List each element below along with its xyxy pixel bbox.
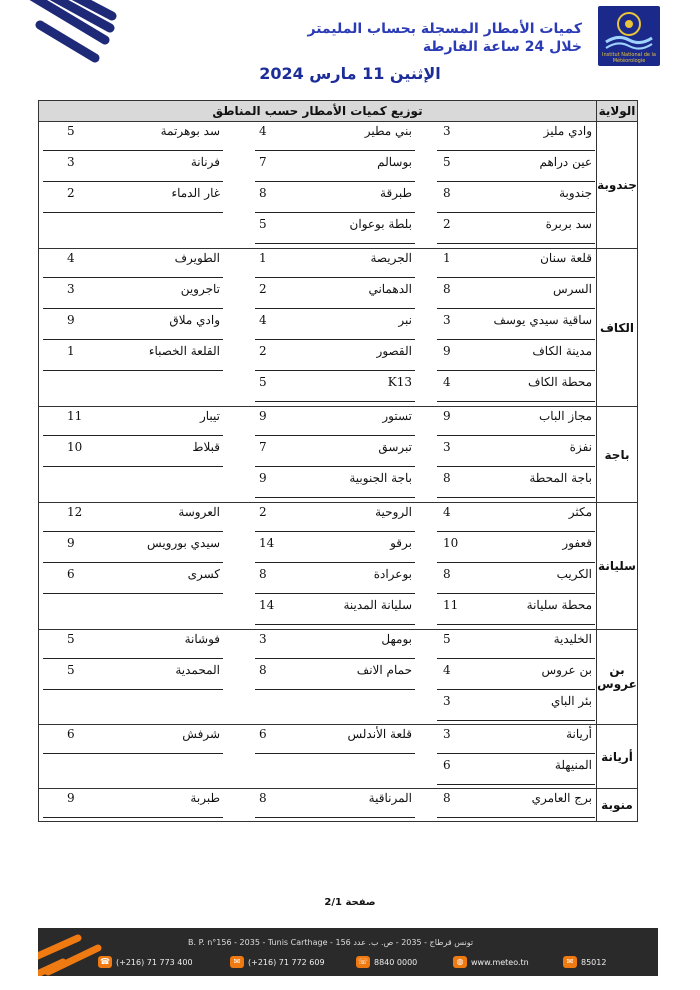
row-underline [43,308,223,309]
row-underline [255,753,415,754]
station-name: كسرى [187,566,220,581]
station-row [39,438,596,469]
station-name: بوسالم [377,155,412,169]
station-name: قلعة سنان [540,250,592,265]
station-name: المرناقية [368,791,412,806]
row-underline [43,181,223,182]
row-underline [437,435,595,436]
rainfall-value: 9 [443,409,451,424]
row-underline [43,593,223,594]
footer-address: B. P. n°156 - 2035 - Tunis Carthage - تونس قرطاج - 2035 - ص. ب. عدد 156 [188,938,474,947]
rainfall-value: 6 [67,566,75,581]
row-underline [43,435,223,436]
station-name: الكريب [556,566,592,581]
governorate-row [39,629,638,725]
row-underline [437,817,595,818]
station-name: بلطة بوعوان [349,217,412,231]
rainfall-value: 4 [443,374,451,389]
rainfall-value: 8 [259,186,267,200]
row-underline [255,658,415,659]
station-name: وادي ملاق [169,312,220,327]
rainfall-value: 9 [259,471,267,486]
station-name: الجريصة [370,250,412,265]
corner-stripes-decoration [0,0,120,70]
rainfall-value: 8 [259,566,267,581]
station-name: قبلاط [192,440,220,455]
stations-cell [39,248,597,406]
footer-green-number-text: 8840 0000 [374,957,418,967]
station-name: حمام الانف [356,662,412,677]
rainfall-value: 4 [67,250,75,265]
station-name: مدينة الكاف [532,343,592,358]
station-name: عين دراهم [539,155,592,169]
station-row [39,215,596,246]
rainfall-value: 4 [259,124,267,138]
row-underline [43,753,223,754]
station-name: الخليدية [553,631,592,646]
footer-phone [98,956,193,968]
station-name: سليانة المدينة [343,597,412,612]
governorate-name: بن عروس [597,629,638,725]
rainfall-value: 3 [443,693,451,708]
rainfall-table [38,100,638,822]
row-underline [43,562,223,563]
station-name: فرنانة [190,155,220,169]
stations-cell [39,122,597,249]
row-underline [255,401,415,402]
row-underline [437,277,595,278]
row-underline [437,370,595,371]
report-title-line1: كميات الأمطار المسجلة بحساب المليمتر [307,21,582,37]
row-underline [437,497,595,498]
station-name: المحمدية [175,662,220,677]
row-underline [437,784,595,785]
footer-sms-text: 85012 [581,957,607,967]
station-name: القصور [376,343,412,358]
row-underline [255,624,415,625]
row-underline [43,277,223,278]
station-name: الدهماني [368,281,412,296]
rainfall-value: 4 [259,312,267,327]
rainfall-value: 4 [443,662,451,677]
governorate-name: سليانة [597,502,638,629]
station-row [39,373,596,404]
row-underline [437,308,595,309]
rainfall-value: 7 [259,440,267,455]
station-name: سد بربرة [545,217,592,231]
row-underline [43,212,223,213]
report-date: الإثنين 11 مارس 2024 [259,64,441,83]
footer-stripes-decoration [38,928,108,976]
governorate-row [39,248,638,406]
governorate-name: جندوبة [597,122,638,249]
station-name: أريانة [566,727,592,742]
report-title-line2: خلال 24 ساعة الفارطة [422,39,582,55]
station-name: محطة سليانة [526,597,592,612]
station-row [39,311,596,342]
stations-cell [39,629,597,725]
rainfall-value: 9 [67,312,75,327]
green-number-icon: ☏ [357,957,368,966]
station-name: باجة الجنوبية [349,471,412,486]
rainfall-value: 8 [443,791,451,806]
rainfall-value: 1 [67,343,75,358]
station-name: ساقية سيدي يوسف [493,312,592,327]
station-row [39,249,596,280]
rainfall-value: 8 [259,791,267,806]
rainfall-value: 5 [259,217,267,231]
footer-phone-text: (+216) 71 773 400 [116,957,193,967]
station-row [39,692,596,723]
row-underline [255,497,415,498]
footer-bar [38,928,658,976]
station-row [39,565,596,596]
rainfall-value: 3 [443,727,451,742]
row-underline [255,308,415,309]
row-underline [43,658,223,659]
rainfall-value: 5 [67,124,75,138]
row-underline [43,689,223,690]
station-row [39,596,596,627]
rainfall-value: 8 [443,566,451,581]
rainfall-value: 8 [443,186,451,200]
row-underline [43,370,223,371]
station-name: نبر [398,312,412,327]
row-underline [43,150,223,151]
station-name: برج العامري [531,791,592,806]
station-name: القلعة الخصباء [148,343,220,358]
station-name: تستور [382,409,412,424]
station-row [39,280,596,311]
rainfall-value: 14 [259,535,275,550]
station-name: سد بوهرتمة [160,124,220,138]
station-row [39,630,596,661]
station-row [39,342,596,373]
station-name: سيدي بورويس [147,535,220,550]
footer-sms [563,956,606,968]
row-underline [437,181,595,182]
station-name: المنيهلة [554,758,592,773]
footer-green-number [356,956,417,968]
rainfall-value: 5 [443,155,451,169]
governorate-row [39,122,638,249]
station-name: جندوبة [559,186,592,200]
page-number: صفحة 2/1 [324,897,376,908]
governorate-name: باجة [597,407,638,503]
station-name: الطويرف [174,250,220,265]
rainfall-value: 3 [443,440,451,455]
row-underline [255,435,415,436]
governorate-name: الكاف [597,248,638,406]
row-underline [437,658,595,659]
station-row [39,534,596,565]
rainfall-value: 9 [443,343,451,358]
governorate-name: منوبة [597,789,638,822]
row-underline [437,401,595,402]
station-name: السرس [553,281,592,296]
row-underline [437,562,595,563]
station-name: بن عروس [541,662,592,677]
row-underline [255,531,415,532]
station-row [39,789,596,820]
station-name: وادي مليز [543,124,592,138]
station-row [39,725,596,756]
rainfall-value: 9 [67,791,75,806]
station-name: نفزة [569,440,592,455]
row-underline [43,339,223,340]
station-row [39,122,596,153]
rainfall-value: 2 [259,281,267,296]
station-name: غار الدماء [171,186,220,200]
station-name: فوشانة [184,631,220,646]
station-row [39,503,596,534]
rainfall-value: 3 [443,312,451,327]
station-row [39,756,596,787]
row-underline [255,817,415,818]
row-underline [255,181,415,182]
rainfall-value: 6 [443,758,451,773]
station-name: بئر الباي [550,693,592,708]
row-underline [437,753,595,754]
governorate-row [39,789,638,822]
stations-cell [39,789,597,822]
station-name: بوعرادة [373,566,412,581]
rainfall-value: 3 [67,155,75,169]
rainfall-value: 3 [443,124,451,138]
row-underline [43,531,223,532]
rainfall-value: 10 [443,535,459,550]
row-underline [437,689,595,690]
station-name: بومهل [381,631,412,646]
rainfall-value: 8 [443,471,451,486]
station-name: تاجروين [180,281,220,296]
rainfall-value: 6 [67,727,75,742]
rainfall-value: 3 [259,631,267,646]
footer-fax-text: (+216) 71 772 609 [248,957,325,967]
logo-caption: Institut National de la Météorologie [602,52,656,64]
report-title [282,20,582,56]
row-underline [255,370,415,371]
governorate-row [39,725,638,789]
governorate-row [39,407,638,503]
row-underline [437,339,595,340]
row-underline [437,593,595,594]
row-underline [255,339,415,340]
station-name: برقو [390,535,412,550]
row-underline [255,593,415,594]
rainfall-value: 2 [259,343,267,358]
rainfall-value: 8 [443,281,451,296]
rainfall-value: 6 [259,727,267,742]
footer-website-text[interactable]: www.meteo.tn [471,957,529,967]
rainfall-value: 12 [67,504,83,519]
fax-icon: ✉ [230,956,244,968]
rainfall-value: 11 [443,597,459,612]
governorate-name: أريانة [597,725,638,789]
rainfall-value: 5 [67,631,75,646]
sms-icon: ✉ [563,956,577,968]
governorate-row [39,502,638,629]
footer-website[interactable] [453,956,529,968]
rainfall-value: 9 [259,409,267,424]
station-name: طبربة [190,791,220,806]
stations-cell [39,407,597,503]
station-name: محطة الكاف [528,374,592,389]
row-underline [437,243,595,244]
rainfall-value: 5 [259,374,267,389]
rainfall-value: 10 [67,440,83,455]
row-underline [437,150,595,151]
station-row [39,153,596,184]
rainfall-value: 2 [443,217,451,231]
row-underline [437,212,595,213]
station-row [39,407,596,438]
station-row [39,661,596,692]
station-row [39,469,596,500]
row-underline [255,243,415,244]
station-name: مجاز الباب [538,409,592,424]
row-underline [43,817,223,818]
station-name: قلعة الأندلس [347,727,412,742]
rainfall-value: 1 [443,250,451,265]
station-name: قعفور [562,535,592,550]
row-underline [255,562,415,563]
station-name: الروحية [375,504,412,519]
row-underline [437,466,595,467]
station-name: مكثر [568,504,592,519]
row-underline [255,277,415,278]
rainfall-value: 3 [67,281,75,296]
station-name: باجة المحطة [529,471,592,486]
rainfall-value: 2 [259,504,267,519]
rainfall-value: 9 [67,535,75,550]
row-underline [437,720,595,721]
rainfall-value: 14 [259,597,275,612]
row-underline [43,466,223,467]
col-header-distribution: توزيع كميات الأمطار حسب المناطق [39,101,597,122]
station-name: بني مطير [364,124,412,138]
rainfall-value: 8 [259,662,267,677]
row-underline [437,531,595,532]
row-underline [437,624,595,625]
rainfall-value: 2 [67,186,75,200]
station-name: K13 [387,374,412,389]
row-underline [255,150,415,151]
col-header-governorate: الولاية [597,101,638,122]
row-underline [255,689,415,690]
rainfall-value: 7 [259,155,267,169]
station-name: العروسة [178,504,220,519]
row-underline [255,212,415,213]
rainfall-value: 5 [67,662,75,677]
station-name: شرفش [182,727,220,742]
phone-icon: ☎ [98,956,112,968]
station-row [39,184,596,215]
rainfall-value: 11 [67,409,83,424]
station-name: طبرقة [380,186,412,200]
footer-fax [230,956,325,968]
rainfall-value: 4 [443,504,451,519]
stations-cell [39,502,597,629]
row-underline [255,466,415,467]
station-name: تيبار [199,409,220,424]
globe-icon: ◍ [453,956,467,968]
station-name: تبرسق [378,440,412,455]
rainfall-value: 1 [259,250,267,265]
stations-cell [39,725,597,789]
rainfall-value: 5 [443,631,451,646]
